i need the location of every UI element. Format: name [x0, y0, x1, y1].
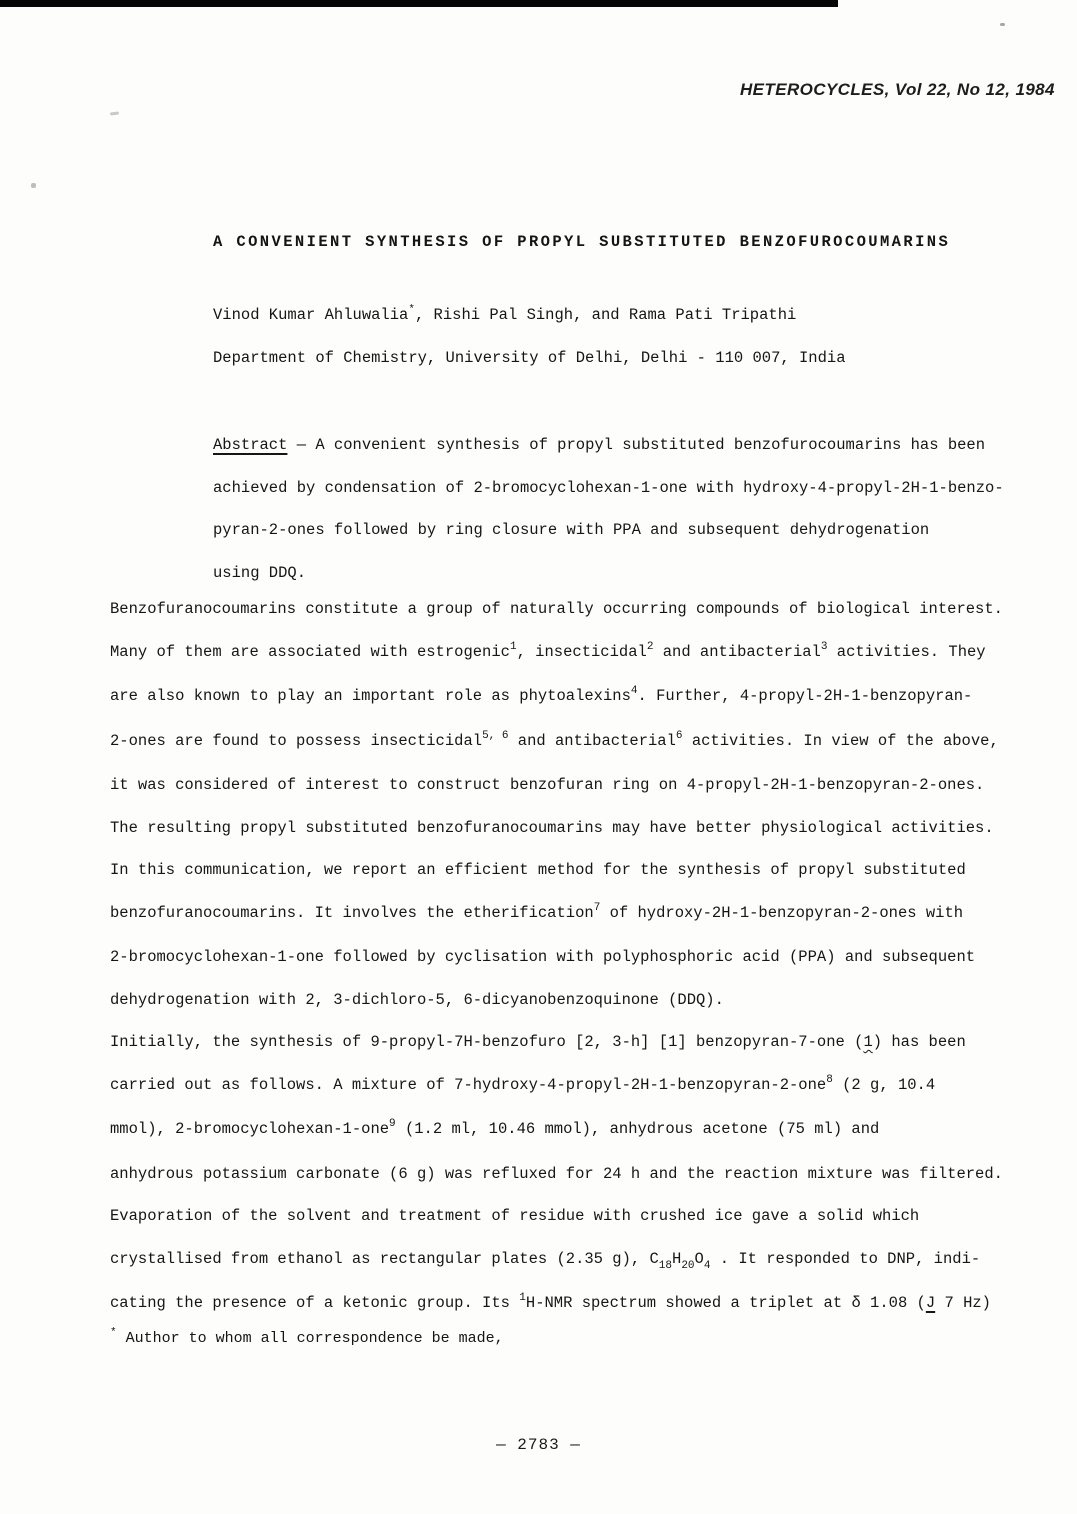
scan-speck [1000, 23, 1005, 26]
text-line [110, 1108, 1060, 1153]
text-run-sup: 1 [519, 1292, 526, 1304]
text-line [110, 807, 1060, 850]
text-run: mmol), 2-bromocyclohexan-1-one [110, 1120, 390, 1138]
text-run: are also known to play an important role as phytoalexins [110, 687, 631, 705]
text-run: (1.2 ml, 10.46 mmol), anhydrous acetone (75 ml) and [395, 1120, 880, 1138]
text-run: of hydroxy-2H-1-benzopyran-2-ones with [600, 903, 964, 922]
body-text [110, 588, 1060, 1327]
text-run: pyran-2-ones followed by ring closure with PPA and subsequent dehydrogenation [213, 521, 930, 539]
text-run-sup: 3 [820, 640, 828, 653]
text-line [213, 424, 1023, 467]
text-run: activities. In view of the above, [682, 731, 999, 750]
text-run: Author to whom all correspondence be made, [116, 1330, 504, 1347]
text-run: Vinod Kumar Ahluwalia [213, 306, 409, 324]
text-run: In this communication, we report an efficient method for the synthesis of propyl substituted [110, 861, 966, 879]
text-run-sub: 20 [681, 1259, 695, 1272]
text-run-sup: 8 [826, 1073, 833, 1086]
text-run: H [672, 1249, 682, 1268]
text-line [110, 1153, 1060, 1196]
text-run-u: Abstract [213, 436, 288, 454]
text-run-sup: 1 [509, 640, 517, 653]
text-run: The resulting propyl substituted benzofuranocoumarins may have better physiological activities. [110, 818, 994, 837]
text-run: 2-bromocyclohexan-1-one followed by cyclisation with polyphosphoric acid (PPA) and subsequent [110, 948, 976, 966]
text-run: carried out as follows. A mixture of 7-hydroxy-4-propyl-2H-1-benzopyran-2-one [110, 1075, 827, 1094]
text-run-sup: 2 [646, 640, 654, 653]
text-run: Many of them are associated with estrogenic [110, 642, 510, 661]
text-run: cating the presence of a ketonic group. Its [110, 1294, 520, 1312]
text-run: Initially, the synthesis of 9-propyl-7H-benzofuro [2, 3-h] [1] benzopyran-7-one ( [110, 1033, 864, 1051]
text-line [110, 764, 1060, 807]
text-run: dehydrogenation with 2, 3-dichloro-5, 6-dicyanobenzoquinone (DDQ). [110, 990, 724, 1009]
text-run: Benzofuranocoumarins constitute a group of naturally occurring compounds of biological interest. [110, 600, 1003, 618]
text-run: . Further, 4-propyl-2H-1-benzopyran- [637, 687, 973, 705]
scan-speck [110, 111, 119, 115]
article-title: A CONVENIENT SYNTHESIS OF PROPYL SUBSTITUTED BENZOFUROCOUMARINS [213, 233, 951, 251]
text-run: , insecticidal [516, 642, 647, 661]
affiliation-line: Department of Chemistry, University of Delhi, Delhi - 110 007, India [213, 349, 846, 367]
text-run: benzofuranocoumarins. It involves the etherification [110, 903, 594, 922]
text-line [110, 675, 1060, 720]
text-run: 7 Hz) [935, 1294, 991, 1312]
journal-header: HETEROCYCLES, Vol 22, No 12, 1984 [740, 80, 1055, 99]
abstract-paragraph [213, 424, 1023, 594]
text-line [213, 509, 1023, 552]
text-run: using DDQ. [213, 563, 307, 582]
text-line [110, 720, 1060, 765]
text-run-sub: 18 [658, 1259, 672, 1272]
text-run-sup: * [110, 1327, 117, 1339]
authors-line [213, 306, 796, 324]
text-run-sup: 4 [630, 685, 638, 697]
text-run: and antibacterial [508, 731, 676, 750]
text-run-wavy: 1 [863, 1033, 873, 1051]
footnote [110, 1327, 504, 1347]
text-line [110, 588, 1060, 631]
text-line [110, 1021, 1060, 1064]
text-run: 2-ones are found to possess insecticidal [110, 731, 483, 750]
text-run: it was considered of interest to construct benzofuran ring on 4-propyl-2H-1-benzopyran-2-ones. [110, 776, 985, 794]
text-run: O [694, 1249, 704, 1268]
text-run: ) has been [872, 1033, 966, 1051]
text-run-sup: 7 [593, 901, 601, 914]
text-run: anhydrous potassium carbonate (6 g) was refluxed for 24 h and the reaction mixture was filtered. [110, 1164, 1003, 1183]
text-line [110, 849, 1060, 892]
text-run-sup: 9 [389, 1118, 396, 1130]
text-run-sup: 6 [675, 729, 683, 742]
scan-artifact-top-bar [0, 0, 838, 7]
text-line [110, 892, 1060, 937]
text-run: (2 g, 10.4 [832, 1075, 936, 1094]
text-run: . It responded to DNP, indi- [710, 1249, 981, 1268]
page-number: — 2783 — [496, 1436, 581, 1454]
scan-speck [31, 183, 36, 188]
text-run-u: J [925, 1294, 936, 1312]
text-run: crystallised from ethanol as rectangular plates (2.35 g), C [110, 1249, 659, 1268]
text-line [110, 1064, 1060, 1109]
text-run: H-NMR spectrum showed a triplet at δ 1.08 ( [525, 1294, 926, 1312]
text-run: and antibacterial [653, 642, 821, 661]
text-run-sup: 5, 6 [482, 729, 509, 742]
text-run: , Rishi Pal Singh, and Rama Pati Tripathi [414, 306, 797, 324]
text-line [110, 631, 1060, 676]
text-run-sup: * [408, 304, 415, 316]
text-line [110, 1282, 1060, 1327]
text-line [110, 936, 1060, 979]
text-line [110, 979, 1060, 1022]
text-run: achieved by condensation of 2-bromocyclohexan-1-one with hydroxy-4-propyl-2H-1-benzo- [213, 478, 1004, 497]
text-run-sub: 4 [703, 1259, 711, 1272]
text-line [110, 1238, 1060, 1283]
text-run: — A convenient synthesis of propyl substituted benzofurocoumarins has been [287, 436, 986, 454]
text-line [213, 467, 1023, 510]
text-run: activities. They [827, 642, 986, 661]
text-run: Evaporation of the solvent and treatment of residue with crushed ice gave a solid which [110, 1207, 920, 1225]
text-line [110, 1195, 1060, 1238]
